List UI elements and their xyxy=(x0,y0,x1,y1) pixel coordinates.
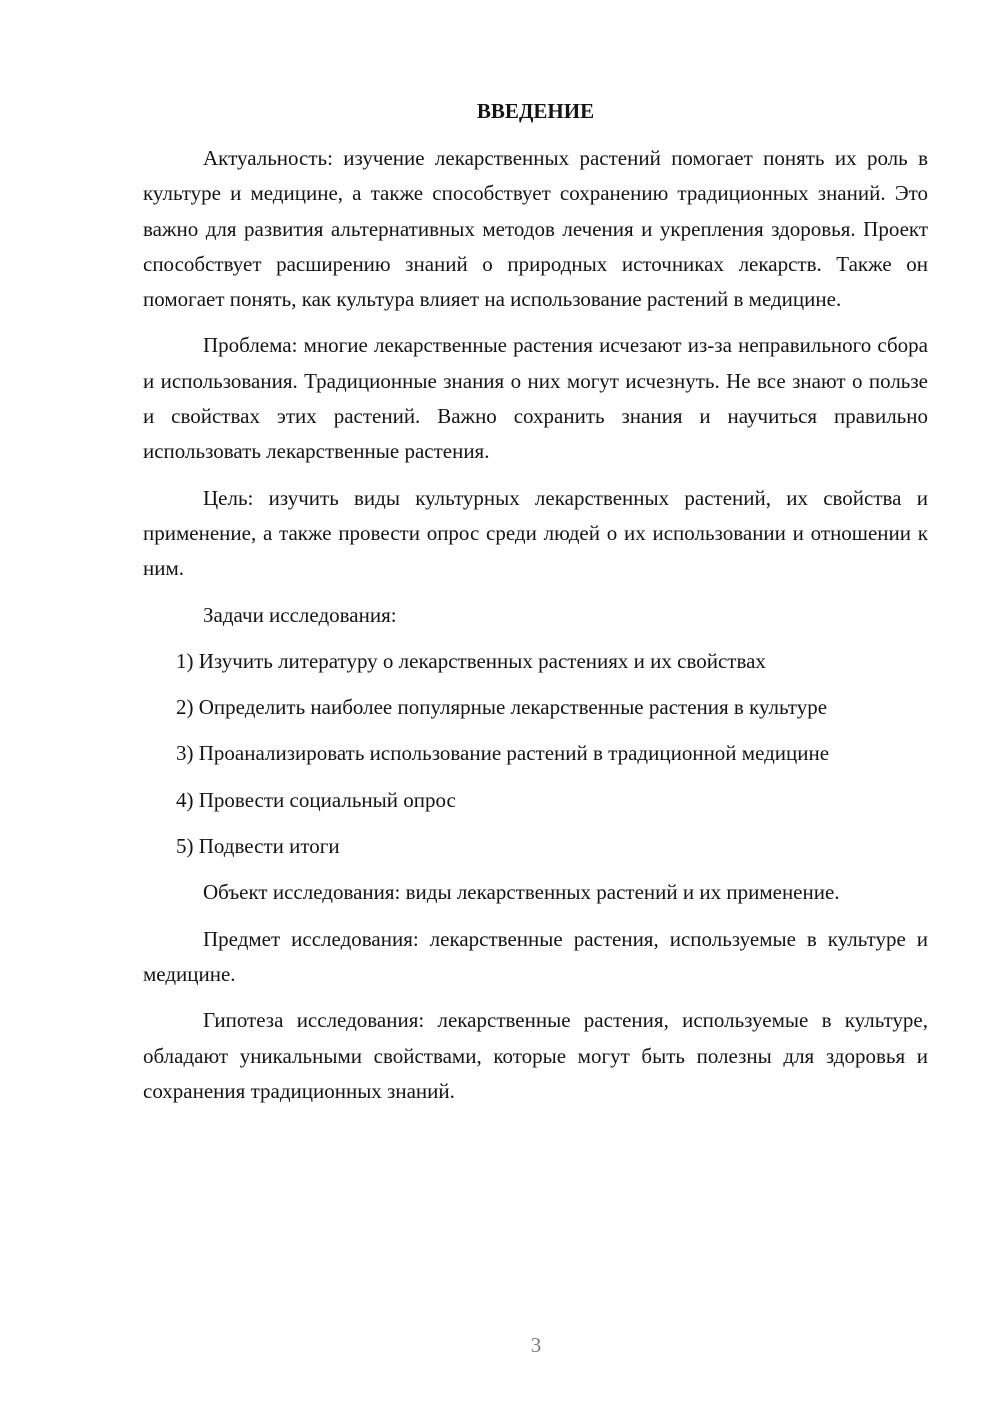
relevance-paragraph: Актуальность: изучение лекарственных растений помогает понять их роль в культуре и медицине, а также способствует сохранению традиционных знаний. Это важно для развития альтернативных методов лечения и укрепления здоровья. Проект способствует расширению знаний о природных источниках лекарств. Также он помогает понять, как культура влияет на использование растений в медицине. xyxy=(143,146,928,312)
object-paragraph: Объект исследования: виды лекарственных растений и их применение. xyxy=(203,880,840,905)
task-item-5: 5) Подвести итоги xyxy=(176,834,340,859)
task-item-2: 2) Определить наиболее популярные лекарственные растения в культуре xyxy=(176,695,828,720)
task-item-3: 3) Проанализировать использование растений в традиционной медицине xyxy=(176,741,830,766)
subject-paragraph: Предмет исследования: лекарственные растения, используемые в культуре и медицине. xyxy=(143,926,928,986)
hypothesis-paragraph: Гипотеза исследования: лекарственные растения, используемые в культуре, обладают уникальными свойствами, которые могут быть полезны для здоровья и сохранения традиционных знаний. xyxy=(143,1008,928,1103)
task-item-1: 1) Изучить литературу о лекарственных растениях и их свойствах xyxy=(176,648,766,673)
task-item-4: 4) Провести социальный опрос xyxy=(176,787,456,812)
page-title: ВВЕДЕНИЕ xyxy=(476,99,595,123)
problem-paragraph: Проблема: многие лекарственные растения исчезают из-за неправильного сбора и использования. Традиционные знания о них могут исчезнуть. Не все знают о пользе и свойствах этих растений. Важно сохранить знания и научиться правильно использовать лекарственные растения. xyxy=(143,333,928,464)
goal-paragraph: Цель: изучить виды культурных лекарственных растений, их свойства и применение, а также провести опрос среди людей о их использовании и отношении к ним. xyxy=(143,485,928,581)
tasks-heading: Задачи исследования: xyxy=(203,602,397,627)
document-page xyxy=(143,96,928,1109)
page-number: 3 xyxy=(530,1333,542,1357)
